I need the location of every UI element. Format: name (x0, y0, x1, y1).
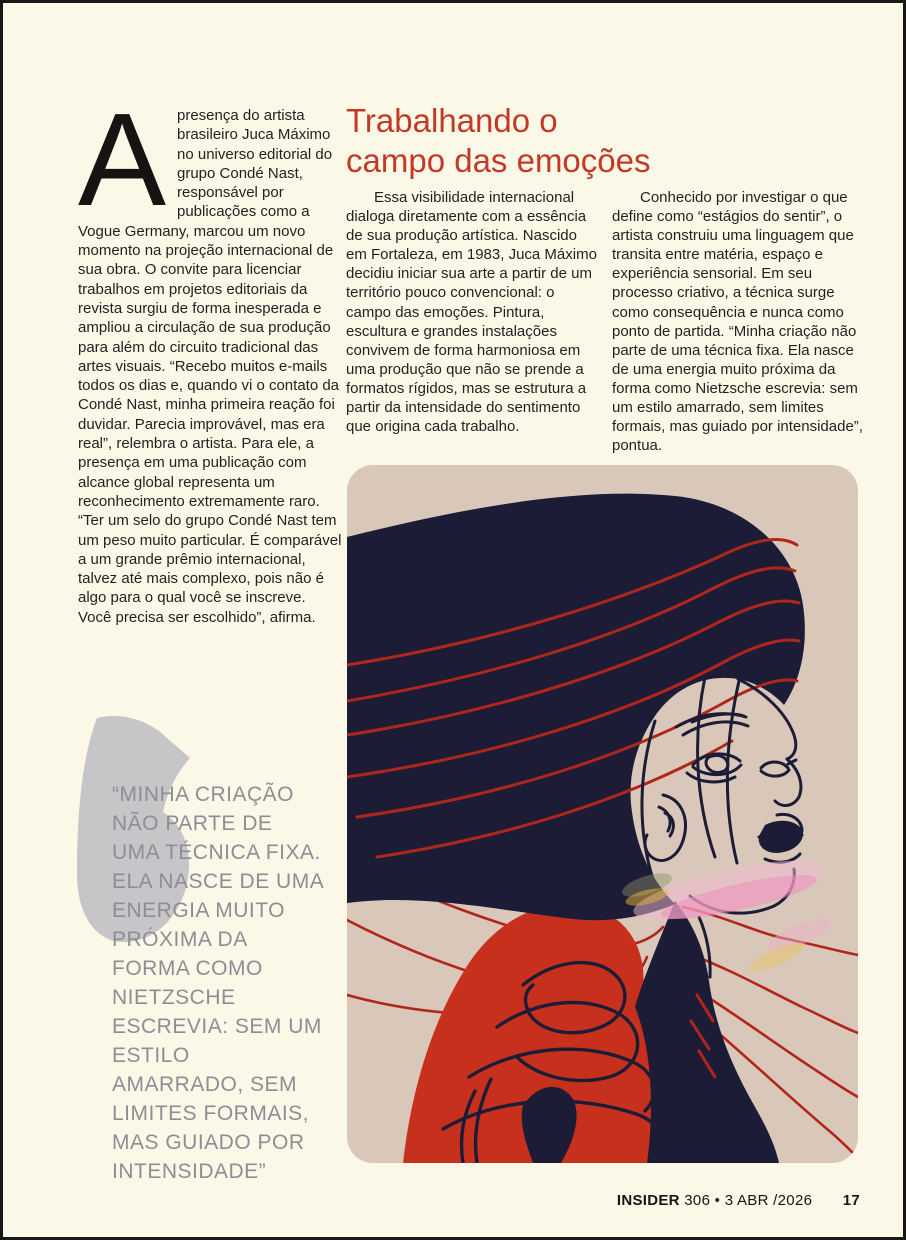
illustration-svg (347, 465, 858, 1163)
right-column (612, 188, 864, 455)
heading-line-2: campo das emoções (346, 142, 651, 179)
intro-column (78, 86, 342, 627)
middle-column (346, 188, 597, 436)
middle-paragraph: Essa visibilidade internacional dialoga diretamente com a essência de sua produção artística. Nascido em Fortaleza, em 1983, Juca Máximo decidiu iniciar sua arte a partir de um território pouco convencional: o campo das emoções. Pintura, escultura e grandes instalações convivem de forma harmoniosa em uma produção que não se prende a formatos rígidos, mas se estrutura a partir da intensidade do sentimento que origina cada trabalho. (346, 189, 597, 436)
magazine-name: INSIDER (616, 1192, 680, 1209)
heading-line-1: Trabalhando o (346, 102, 558, 139)
intro-paragraph: presença do artista brasileiro Juca Máximo no universo editorial do grupo Condé Nast, responsável por publicações como a Vogue Germany, marcou um novo momento na projeção internacional de sua obra. O convite para licenciar trabalhos em projetos editoriais da revista surgiu de forma inesperada e ampliou a circulação de sua produção para além do circuito tradicional das artes visuais. “Recebo muitos e-mails todos os dias e, quando vi o contato da Condé Nast, minha primeira reação foi duvidar. Parecia improvável, mas era real”, relembra o artista. Para ele, a presença em uma publicação com alcance global representa um reconhecimento extremamente raro. “Ter um selo do grupo Condé Nast tem um peso muito particular. É comparável a um grande prêmio internacional, talvez até mais complexo, pois não é algo para o qual você se inscreve. Você precisa ser escolhido”, afirma. (78, 107, 342, 626)
page-number: 17 (842, 1192, 860, 1209)
issue-info: 306 • 3 ABR /2026 (684, 1192, 813, 1209)
woman-portrait-illustration (347, 465, 858, 1163)
right-paragraph: Conhecido por investigar o que define como “estágios do sentir”, o artista construiu uma linguagem que transita entre matéria, espaço e experiência sensorial. Em seu processo criativo, a técnica surge como consequência e nunca como ponto de partida. “Minha criação não parte de uma técnica fixa. Ela nasce de uma energia muito próxima da forma como Nietzsche escrevia: sem um estilo amarrado, sem limites formais, mas guiado por intensidade”, pontua. (612, 189, 863, 455)
pull-quote-text: “MINHA CRIAÇÃO NÃO PARTE DE UMA TÉCNICA FIXA. ELA NASCE DE UMA ENERGIA MUITO PRÓXIMA DA FORMA COMO NIETZSCHE ESCREVIA: SEM UM ESTILO AMARRADO, SEM LIMITES FORMAIS, MAS GUIADO POR INTENSIDADE” (112, 783, 324, 1183)
drop-cap: A (78, 86, 163, 233)
pull-quote (77, 712, 339, 1186)
section-heading (346, 101, 651, 181)
page-footer (617, 1192, 860, 1209)
